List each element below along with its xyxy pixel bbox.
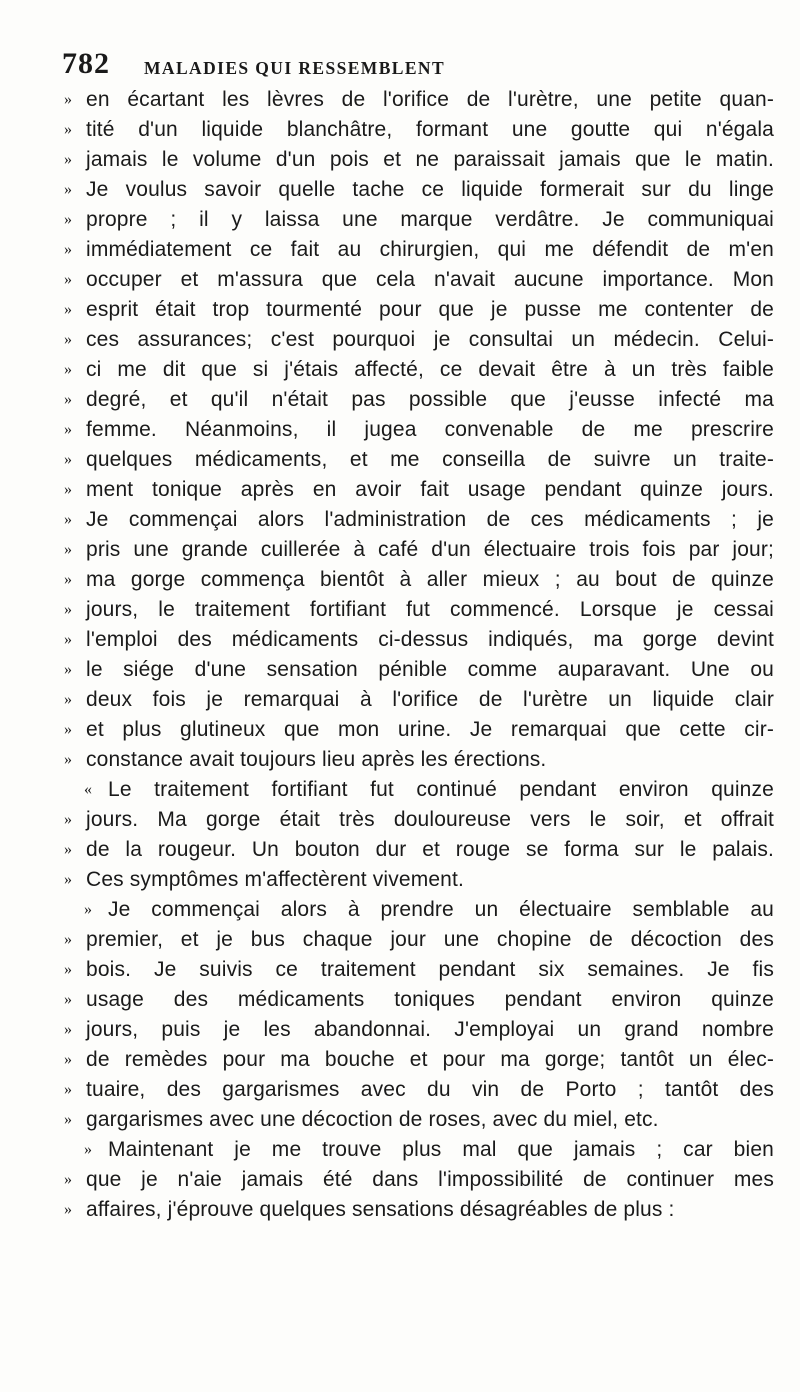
text-line [64, 535, 776, 565]
line-text: Maintenant je me trouve plus mal que jamais ; car bien [108, 1138, 774, 1161]
line-text: tité d'un liquide blanchâtre, formant une goutte qui n'égala [86, 118, 774, 141]
line-text: premier, et je bus chaque jour une chopine de décoction des [86, 928, 774, 951]
text-line [64, 805, 776, 835]
line-text: en écartant les lèvres de l'orifice de l'urètre, une petite quan- [86, 88, 774, 111]
text-line [64, 505, 776, 535]
text-line [64, 265, 776, 295]
line-text: le siége d'une sensation pénible comme auparavant. Une ou [86, 658, 774, 681]
line-text: Je commençai alors à prendre un électuaire semblable au [108, 898, 774, 921]
quote-mark: » [64, 631, 72, 648]
quote-mark: » [64, 691, 72, 708]
text-line [64, 475, 776, 505]
text-line [64, 715, 776, 745]
text-line [64, 895, 776, 925]
quote-mark: » [84, 901, 92, 918]
line-text: l'emploi des médicaments ci-dessus indiqués, ma gorge devint [86, 628, 774, 651]
quote-mark: » [84, 1141, 92, 1158]
text-line [64, 175, 776, 205]
line-text: Je voulus savoir quelle tache ce liquide formerait sur du linge [86, 178, 774, 201]
line-text: Ces symptômes m'affectèrent vivement. [86, 868, 464, 891]
line-text: jours, puis je les abandonnai. J'employai un grand nombre [86, 1018, 774, 1041]
quote-mark: » [64, 361, 72, 378]
line-text: Je commençai alors l'administration de ces médicaments ; je [86, 508, 774, 531]
text-line [64, 1195, 776, 1225]
line-text: immédiatement ce fait au chirurgien, qui me défendit de m'en [86, 238, 774, 261]
line-text: femme. Néanmoins, il jugea convenable de me prescrire [86, 418, 774, 441]
running-head: MALADIES QUI RESSEMBLENT [144, 58, 446, 78]
quote-mark: » [64, 871, 72, 888]
text-line [64, 325, 776, 355]
text-line [64, 355, 776, 385]
quote-mark: » [64, 601, 72, 618]
line-text: ces assurances; c'est pourquoi je consultai un médecin. Celui- [86, 328, 774, 351]
quote-mark: » [64, 301, 72, 318]
quote-mark: » [64, 421, 72, 438]
text-line [64, 385, 776, 415]
quote-mark: » [64, 271, 72, 288]
line-text: affaires, j'éprouve quelques sensations désagréables de plus : [86, 1198, 675, 1221]
line-text: ci me dit que si j'étais affecté, ce devait être à un très faible [86, 358, 774, 381]
quote-mark: » [64, 571, 72, 588]
line-text: de remèdes pour ma bouche et pour ma gorge; tantôt un élec- [86, 1048, 774, 1071]
quote-mark: « [84, 781, 92, 798]
line-text: Le traitement fortifiant fut continué pendant environ quinze [108, 778, 774, 801]
text-line [64, 445, 776, 475]
line-text: gargarismes avec une décoction de roses, avec du miel, etc. [86, 1108, 659, 1131]
text-line [64, 415, 776, 445]
quote-mark: » [64, 91, 72, 108]
text-line [64, 655, 776, 685]
text-line [64, 1075, 776, 1105]
page-number: 782 [62, 47, 110, 80]
line-text: jours, le traitement fortifiant fut commencé. Lorsque je cessai [86, 598, 774, 621]
quote-mark: » [64, 721, 72, 738]
line-text: pris une grande cuillerée à café d'un électuaire trois fois par jour; [86, 538, 774, 561]
line-text: jamais le volume d'un pois et ne paraissait jamais que le matin. [86, 148, 774, 171]
text-line [64, 295, 776, 325]
text-line [64, 745, 776, 775]
quote-mark: » [64, 211, 72, 228]
page-header [62, 44, 762, 84]
quote-mark: » [64, 991, 72, 1008]
text-line [64, 1015, 776, 1045]
quote-mark: » [64, 1201, 72, 1218]
quote-mark: » [64, 751, 72, 768]
quote-mark: » [64, 391, 72, 408]
line-text: constance avait toujours lieu après les érections. [86, 748, 547, 771]
text-line [64, 625, 776, 655]
text-line [64, 205, 776, 235]
quote-mark: » [64, 1081, 72, 1098]
line-text: propre ; il y laissa une marque verdâtre. Je communiquai [86, 208, 774, 231]
text-line [64, 1105, 776, 1135]
quote-mark: » [64, 151, 72, 168]
text-line [64, 145, 776, 175]
line-text: degré, et qu'il n'était pas possible que j'eusse infecté ma [86, 388, 774, 411]
line-text: ma gorge commença bientôt à aller mieux ; au bout de quinze [86, 568, 774, 591]
line-text: jours. Ma gorge était très douloureuse vers le soir, et offrait [86, 808, 774, 831]
quote-mark: » [64, 1171, 72, 1188]
line-text: ment tonique après en avoir fait usage pendant quinze jours. [86, 478, 774, 501]
quote-mark: » [64, 121, 72, 138]
quote-mark: » [64, 331, 72, 348]
text-line [64, 1045, 776, 1075]
text-line [64, 925, 776, 955]
text-line [64, 685, 776, 715]
line-text: usage des médicaments toniques pendant environ quinze [86, 988, 774, 1011]
line-text: bois. Je suivis ce traitement pendant six semaines. Je fis [86, 958, 774, 981]
text-line [64, 595, 776, 625]
text-line [64, 775, 776, 805]
quote-mark: » [64, 661, 72, 678]
quote-mark: » [64, 451, 72, 468]
text-line [64, 865, 776, 895]
line-text: tuaire, des gargarismes avec du vin de Porto ; tantôt des [86, 1078, 774, 1101]
quote-mark: » [64, 181, 72, 198]
line-text: quelques médicaments, et me conseilla de suivre un traite- [86, 448, 774, 471]
quote-mark: » [64, 541, 72, 558]
quote-mark: » [64, 1021, 72, 1038]
line-text: esprit était trop tourmenté pour que je pusse me contenter de [86, 298, 774, 321]
quote-mark: » [64, 481, 72, 498]
quote-mark: » [64, 511, 72, 528]
text-line [64, 835, 776, 865]
line-text: et plus glutineux que mon urine. Je remarquai que cette cir- [86, 718, 774, 741]
text-line [64, 955, 776, 985]
quote-mark: » [64, 841, 72, 858]
quote-mark: » [64, 931, 72, 948]
text-line [64, 85, 776, 115]
quote-mark: » [64, 811, 72, 828]
text-line [64, 1165, 776, 1195]
text-line [64, 235, 776, 265]
text-line [64, 985, 776, 1015]
quote-mark: » [64, 1051, 72, 1068]
text-line [64, 115, 776, 145]
text-line [64, 565, 776, 595]
line-text: de la rougeur. Un bouton dur et rouge se forma sur le palais. [86, 838, 774, 861]
quote-mark: » [64, 961, 72, 978]
line-text: que je n'aie jamais été dans l'impossibilité de continuer mes [86, 1168, 774, 1191]
line-text: deux fois je remarquai à l'orifice de l'urètre un liquide clair [86, 688, 774, 711]
line-text: occuper et m'assura que cela n'avait aucune importance. Mon [86, 268, 774, 291]
quote-mark: » [64, 1111, 72, 1128]
quote-mark: » [64, 241, 72, 258]
body-text [64, 85, 776, 1225]
text-line [64, 1135, 776, 1165]
